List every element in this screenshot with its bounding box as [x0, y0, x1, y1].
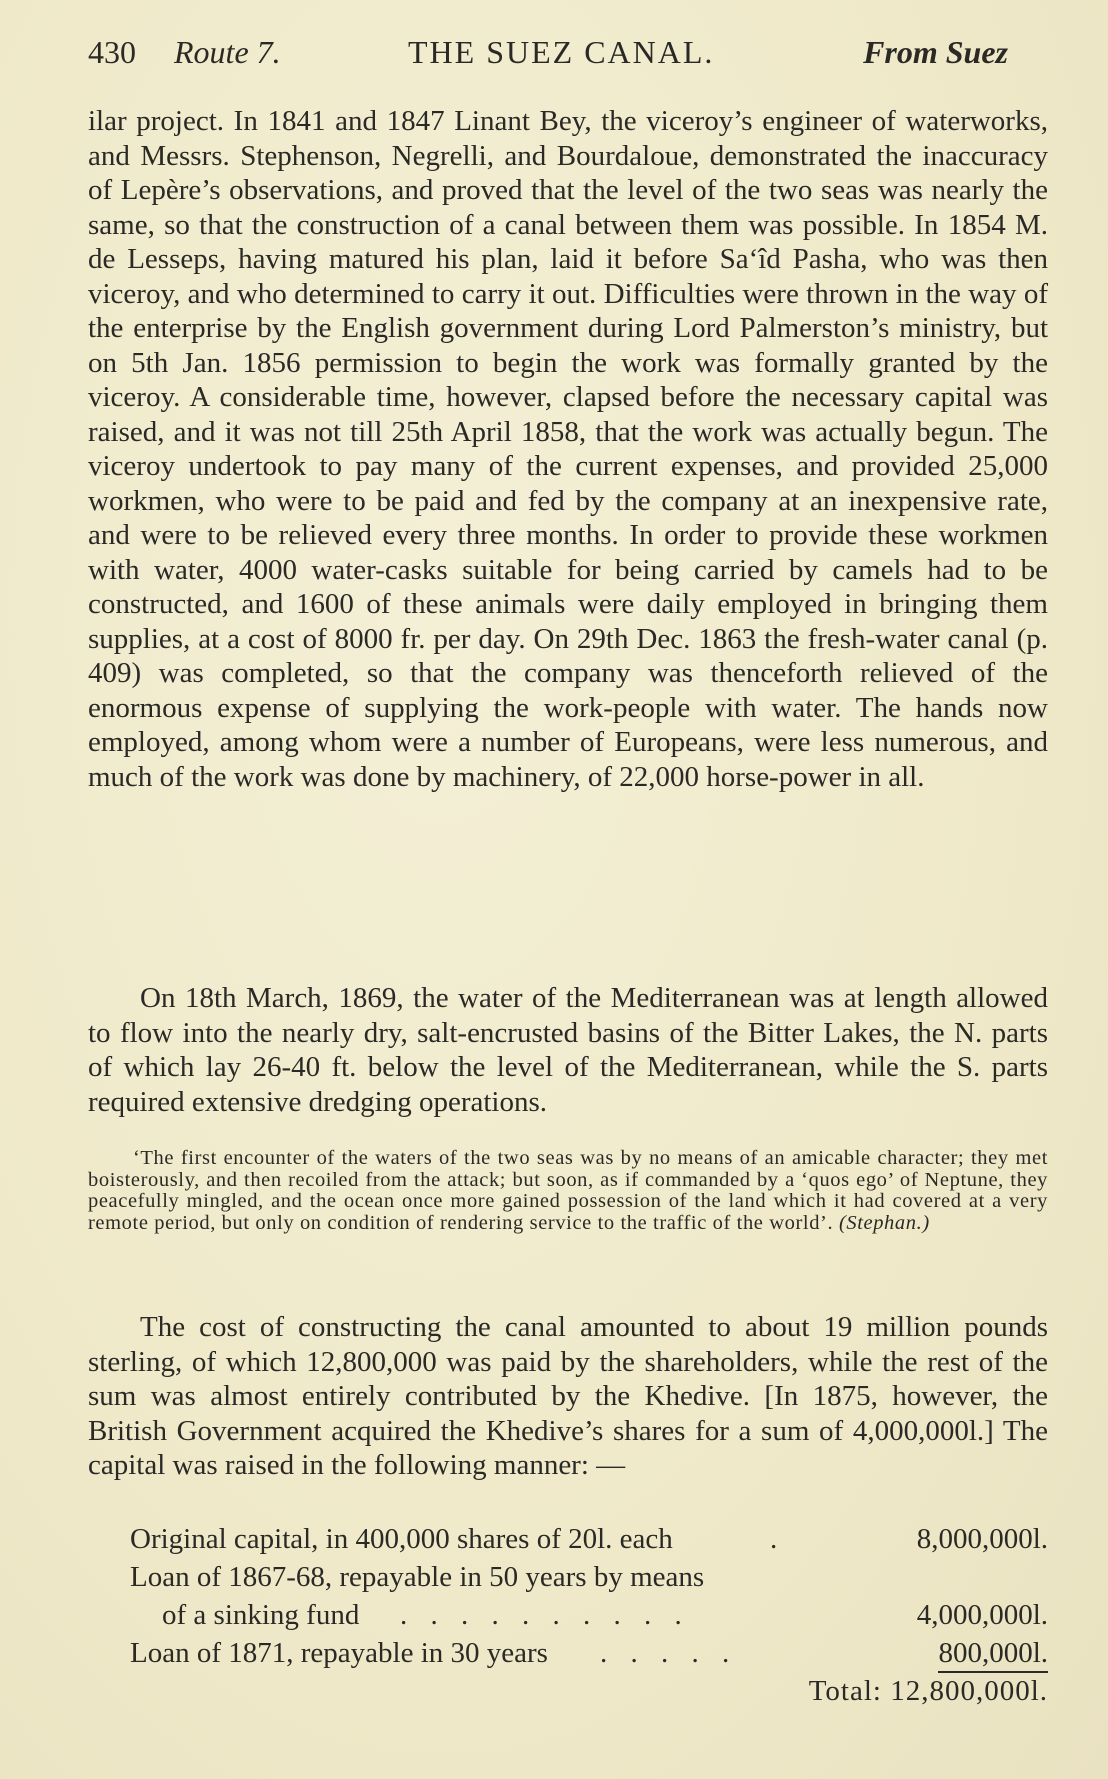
total-label: Total: — [808, 1675, 882, 1707]
leader-dots: . — [770, 1523, 786, 1555]
paragraph-bitter-lakes: On 18th March, 1869, the water of the Mediterranean was at length allowed to flow into the nearly dry, salt-encrusted basins of the Bitter Lakes, the N. parts of which lay 26-40 ft. below the level of the Mediterranean, while the S. parts required extensive dredging operations. — [88, 982, 1048, 1118]
row-label: of a sinking fund — [162, 1599, 360, 1631]
table-row — [130, 1561, 1048, 1599]
table-row — [130, 1523, 1048, 1561]
page-number: 430 — [88, 34, 136, 70]
running-header — [88, 34, 1008, 84]
total-amount: 12,800,000l. — [890, 1675, 1048, 1707]
quote-attribution: (Stephan.) — [838, 1211, 930, 1234]
row-amount: 4,000,000l. — [916, 1599, 1048, 1631]
section-label: From Suez — [863, 34, 1008, 70]
block-quote — [88, 1148, 1048, 1234]
row-amount: 800,000l. — [938, 1637, 1048, 1673]
paragraph-history: ilar project. In 1841 and 1847 Linant Bey, the viceroy’s engineer of waterworks, and Messrs. Stephenson, Negrelli, and Bourdaloue, demonstrated the inaccuracy of Lepère’s observations, and proved that the level of the two seas was nearly the same, so that the construction of a canal between them was possible. In 1854 M. de Lesseps, having matured his plan, laid it before Sa‘îd Pasha, who was then viceroy, and who determined to carry it out. Difficulties were thrown in the way of the enterprise by the English government during Lord Palmerston’s ministry, but on 5th Jan. 1856 permission to begin the work was formally granted by the viceroy. A considerable time, however, clapsed before the necessary capital was raised, and it was not till 25th April 1858, that the work was actually begun. The viceroy undertook to pay many of the current expenses, and provided 25,000 workmen, who were to be paid and fed by the company at an inexpensive rate, and were to be relieved every three months. In order to provide these workmen with water, 4000 water-casks suitable for being carried by camels had to be constructed, and 1600 of these animals were daily employed in bringing them supplies, at a cost of 8000 fr. per day. On 29th Dec. 1863 the fresh-water canal (p. 409) was completed, so that the company was thenceforth relieved of the enormous expense of supplying the work-people with water. The hands now employed, among whom were a number of Europeans, were less numerous, and much of the work was done by machinery, of 22,000 horse-power in all. — [88, 105, 1048, 793]
paragraph-cost: The cost of constructing the canal amounted to about 19 million pounds sterling, of which 12,800,000 was paid by the shareholders, while the rest of the sum was almost entirely contributed by the Khedive. [In 1875, however, the British Government acquired the Khedive’s shares for a sum of 4,000,000l.] The capital was raised in the following manner: — — [88, 1311, 1048, 1481]
leader-dots: . . . . . . . . . . — [400, 1599, 690, 1631]
row-amount: 8,000,000l. — [916, 1523, 1048, 1555]
table-row — [130, 1599, 1048, 1637]
total — [809, 1675, 1048, 1708]
quote-text: ‘The first encounter of the waters of the two seas was by no means of an amicable character; they met boisterously, and then recoiled from the attack; but soon, as if commanded by a ‘quos ego’ of Neptune, they peacefully mingled, and the ocean once more gained possession of the land which it had covered at a very remote period, but only on condition of rendering service to the traffic of the world’. — [88, 1147, 1048, 1234]
capital-table — [130, 1523, 1048, 1715]
row-label: Original capital, in 400,000 shares of 20l. each — [130, 1523, 673, 1555]
row-label: Loan of 1871, repayable in 30 years — [130, 1637, 548, 1669]
chapter-title: THE SUEZ CANAL. — [408, 34, 715, 70]
table-row — [130, 1637, 1048, 1675]
leader-dots: . . . . . — [600, 1637, 738, 1669]
total-row — [130, 1675, 1048, 1715]
route-label: Route 7. — [174, 34, 281, 70]
row-label: Loan of 1867-68, repayable in 50 years by means — [130, 1561, 705, 1593]
